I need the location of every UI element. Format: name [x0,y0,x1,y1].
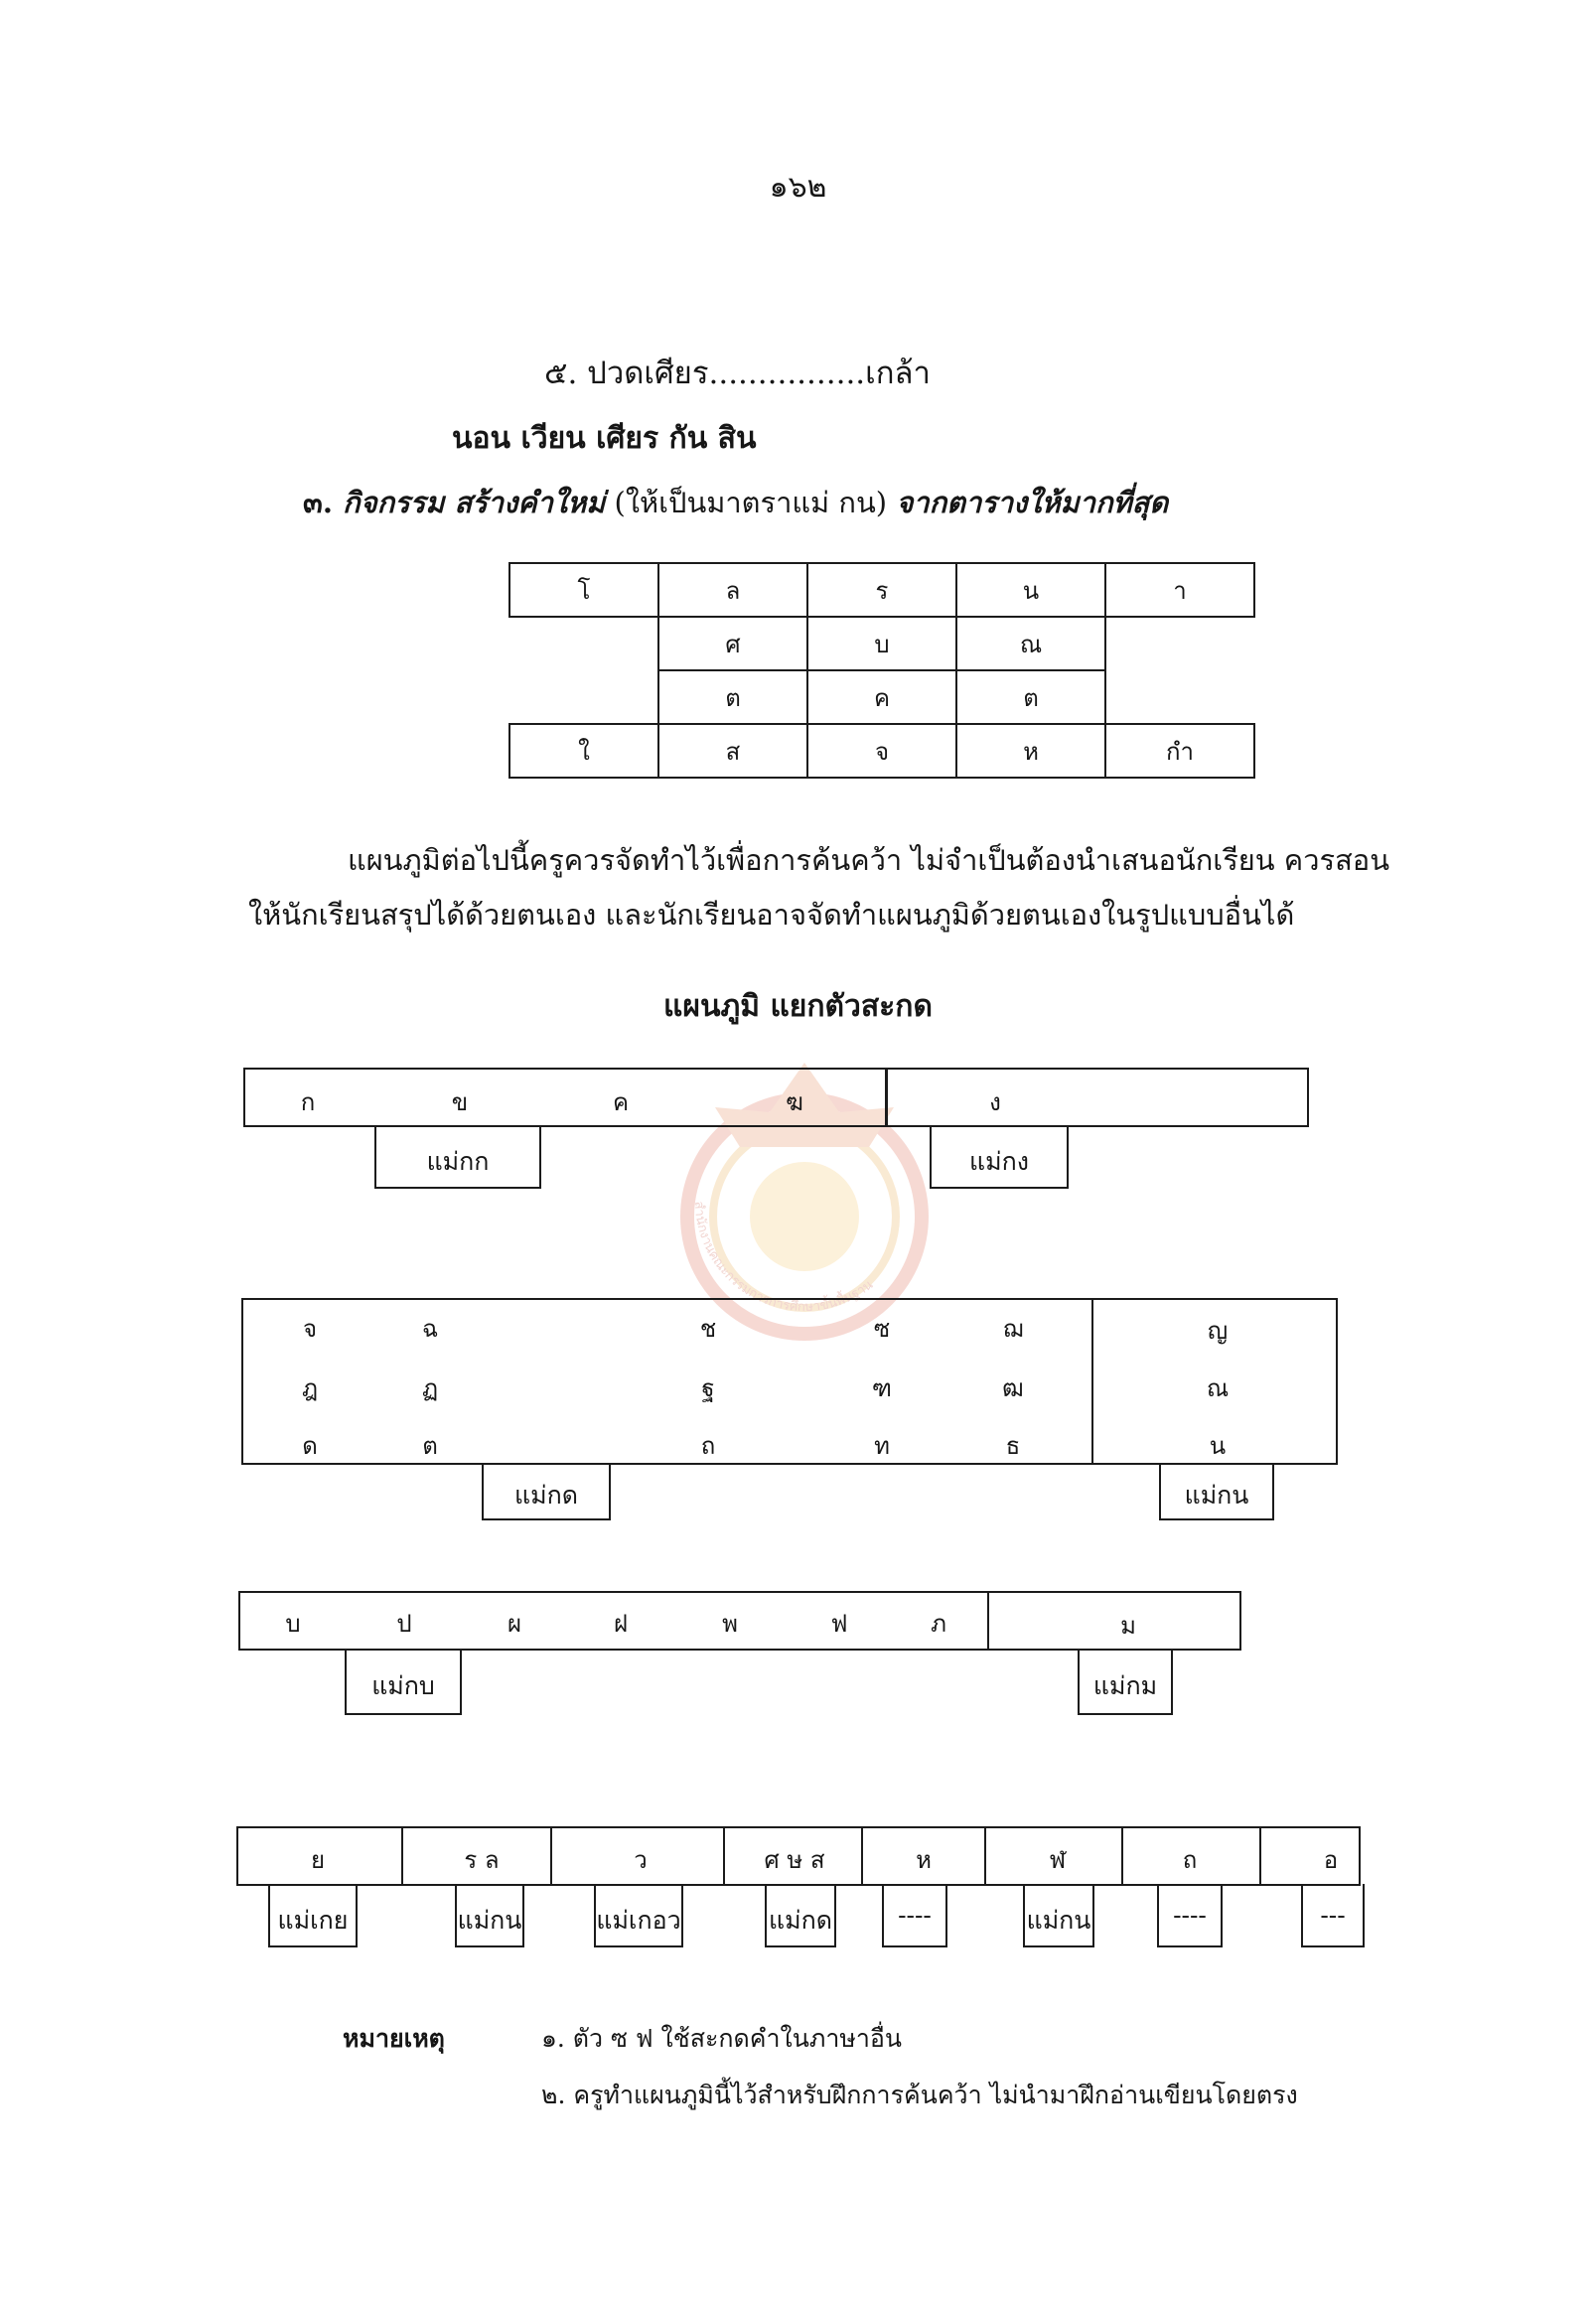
chart2-label: แม่กน [1184,1481,1249,1510]
notes-heading: หมายเหตุ [343,2024,445,2053]
grid-cell: บ [807,617,956,670]
chart1-label: แม่กก [426,1147,490,1176]
chart1-letter: ฆ [786,1088,803,1116]
activity-tail: จากตารางให้มากที่สุด [896,486,1169,519]
chart2-box-kot [241,1298,1093,1465]
chart2-letter: ซ [873,1315,891,1343]
chart2-letter: ธ [1005,1432,1021,1460]
chart2-letter: จ [302,1315,318,1343]
chart2-letter: ณ [1206,1374,1230,1402]
activity-title: กิจกรรม สร้างคำใหม่ [343,486,606,519]
chart3-letter: ม [1120,1612,1136,1640]
chart4-letter: ห [916,1846,932,1874]
chart3-letter: พ [722,1610,738,1638]
note-item: ๑. ตัว ซ ฟ ใช้สะกดคำในภาษาอื่น [541,2024,902,2053]
chart1-letter: ข [451,1088,469,1116]
chart4-label: --- [1320,1901,1346,1930]
paragraph-line-2: ให้นักเรียนสรุปได้ด้วยตนเอง และนักเรียนอาจจัดทำแผนภูมิด้วยตนเองในรูปแบบอื่นได้ [248,898,1295,932]
grid-cell: ต [956,670,1105,724]
chart2-letter: ฎ [301,1374,319,1402]
activity-middle: (ให้เป็นมาตราแม่ กน) [605,486,897,519]
chart4-letter: ว [634,1846,648,1874]
grid-cell-empty [1105,617,1254,670]
exercise-5 [544,348,931,397]
grid-cell: จ [807,724,956,778]
chart4-label: แม่กด [769,1906,832,1935]
page-number: ๑๖๒ [769,170,827,205]
activity-number: ๓. [303,486,344,519]
grid-cell-empty [509,617,658,670]
word-bank: นอน เวียน เศียร กัน สิน [452,421,757,456]
paragraph-line-1: แผนภูมิต่อไปนี้ครูควรจัดทำไว้เพื่อการค้นคว้า ไม่จำเป็นต้องนำเสนอนักเรียน ควรสอน [348,843,1390,877]
chart2-letter: ฐ [701,1374,715,1402]
grid-cell: ณ [956,617,1105,670]
grid-row [509,617,1254,670]
chart4-letter: ถ [1182,1846,1198,1874]
chart3-letter: ภ [931,1610,946,1638]
chart2-letter: น [1209,1432,1227,1460]
chart1-letter: ง [989,1088,1001,1116]
grid-cell: ล [658,563,807,617]
chart4-label: แม่กน [1026,1906,1091,1935]
chart4-letter: ย [310,1846,326,1874]
grid-cell-empty [1105,670,1254,724]
chart2-letter: ฑ [872,1374,892,1402]
grid-cell: กำ [1105,724,1254,778]
chart3-label: แม่กม [1092,1671,1158,1700]
chart1-box-kong [886,1068,1309,1127]
chart4-letter: อ [1323,1846,1339,1874]
grid-cell: ห [956,724,1105,778]
chart3-letter: บ [285,1610,301,1638]
chart2-letter: ฌ [1002,1315,1024,1343]
exercise-5-dots: ................ [708,356,866,391]
chart3-label: แม่กบ [371,1671,435,1700]
chart1-letter: ก [300,1088,316,1116]
grid-cell: โ [509,563,658,617]
chart4-label: แม่เกย [277,1906,349,1935]
grid-row [509,724,1254,778]
chart2-letter: ฒ [1002,1374,1024,1402]
grid-cell: ค [807,670,956,724]
chart4-label: แม่กน [457,1906,522,1935]
note-item: ๒. ครูทำแผนภูมินี้ไว้สำหรับฝึกการค้นคว้า ไม่นำมาฝึกอ่านเขียนโดยตรง [541,2081,1298,2109]
chart2-label: แม่กด [514,1481,578,1510]
chart2-letter: ฉ [421,1315,439,1343]
chart3-letter: ฝ [613,1610,629,1638]
chart3-letter: ผ [507,1610,522,1638]
chart4-letter: ฬ [1049,1846,1067,1874]
chart4-label: ---- [898,1901,932,1930]
grid-cell: น [956,563,1105,617]
chart3-letter: ฟ [830,1610,848,1638]
chart2-letter: ญ [1207,1317,1229,1345]
grid-row [509,670,1254,724]
chart1-letter: ค [612,1088,630,1116]
grid-row [509,563,1254,617]
letter-grid [508,562,1255,779]
grid-cell: ใ [509,724,658,778]
grid-cell: ร [807,563,956,617]
chart4-letter: ร ล [464,1846,500,1874]
chart4-label: ---- [1173,1901,1207,1930]
chart2-letter: ถ [700,1432,716,1460]
chart3-letter: ป [396,1610,412,1638]
chart-title: แผนภูมิ แยกตัวสะกด [663,989,933,1024]
watermark-text: สำนักงานคณะกรรมการการศึกษาขั้นพื้นฐาน [690,1201,876,1316]
exercise-5-prompt: ๕. ปวดเศียร [544,356,709,391]
chart2-letter: ต [422,1432,438,1460]
chart2-letter: ฏ [421,1374,439,1402]
chart2-letter: ท [874,1432,890,1460]
chart4-letter: ศ ษ ส [764,1846,825,1874]
grid-cell-empty [509,670,658,724]
chart4-label: แม่เกอว [596,1906,681,1935]
chart2-letter: ช [699,1315,717,1343]
grid-cell: า [1105,563,1254,617]
chart2-letter: ด [302,1432,318,1460]
exercise-5-answer: เกล้า [865,356,931,391]
grid-cell: ศ [658,617,807,670]
grid-cell: ส [658,724,807,778]
chart1-label: แม่กง [969,1147,1029,1176]
activity-heading [303,480,1168,525]
grid-cell: ต [658,670,807,724]
